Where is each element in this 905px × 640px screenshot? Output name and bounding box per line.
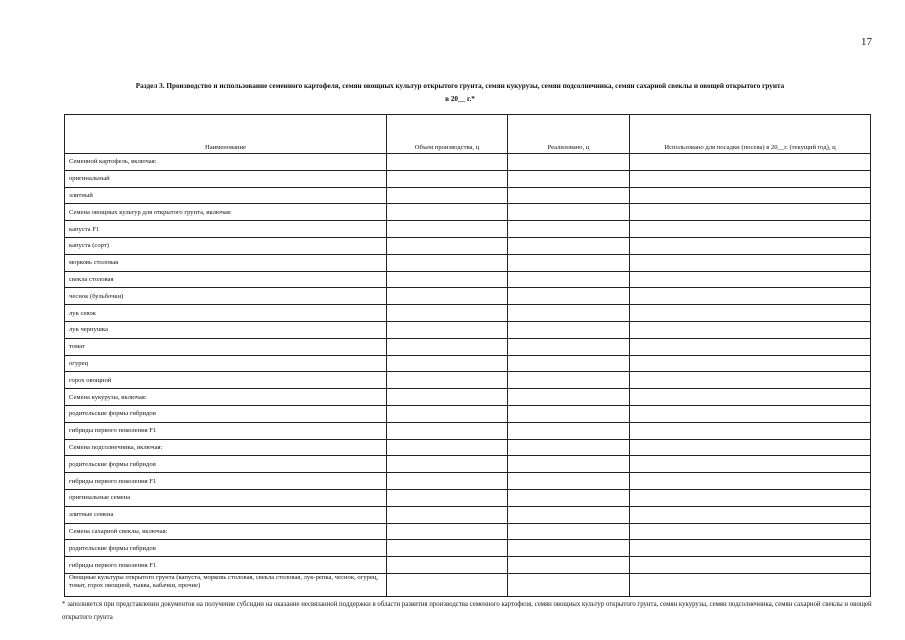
sold-cell[interactable] bbox=[508, 506, 630, 523]
table-row bbox=[65, 389, 871, 406]
table-row bbox=[65, 540, 871, 557]
table-row bbox=[65, 372, 871, 389]
production-volume-cell[interactable] bbox=[387, 389, 508, 406]
sold-cell[interactable] bbox=[508, 187, 630, 204]
table-row bbox=[65, 557, 871, 574]
production-volume-cell[interactable] bbox=[387, 254, 508, 271]
table-row bbox=[65, 523, 871, 540]
used-for-planting-cell[interactable] bbox=[630, 355, 871, 372]
sold-cell[interactable] bbox=[508, 154, 630, 171]
production-volume-cell[interactable] bbox=[387, 540, 508, 557]
production-volume-cell[interactable] bbox=[387, 405, 508, 422]
used-for-planting-cell[interactable] bbox=[630, 338, 871, 355]
row-label: Семена подсолнечника, включая: bbox=[65, 439, 387, 456]
table-header-row bbox=[65, 115, 871, 154]
sold-cell[interactable] bbox=[508, 389, 630, 406]
row-label: Семена овощных культур для открытого грунта, включая: bbox=[65, 204, 387, 221]
production-volume-cell[interactable] bbox=[387, 170, 508, 187]
production-volume-cell[interactable] bbox=[387, 573, 508, 596]
row-label: гибриды первого поколения F1 bbox=[65, 557, 387, 574]
row-label: лук чернушка bbox=[65, 321, 387, 338]
sold-cell[interactable] bbox=[508, 557, 630, 574]
production-volume-cell[interactable] bbox=[387, 288, 508, 305]
sold-cell[interactable] bbox=[508, 288, 630, 305]
used-for-planting-cell[interactable] bbox=[630, 473, 871, 490]
sold-cell[interactable] bbox=[508, 422, 630, 439]
table-row bbox=[65, 321, 871, 338]
used-for-planting-cell[interactable] bbox=[630, 422, 871, 439]
row-label: лук севок bbox=[65, 305, 387, 322]
used-for-planting-cell[interactable] bbox=[630, 573, 871, 596]
sold-cell[interactable] bbox=[508, 523, 630, 540]
row-label: свекла столовая bbox=[65, 271, 387, 288]
used-for-planting-cell[interactable] bbox=[630, 557, 871, 574]
page-number: 17 bbox=[861, 36, 872, 48]
column-header-name: Наименование bbox=[65, 115, 387, 154]
used-for-planting-cell[interactable] bbox=[630, 523, 871, 540]
column-header-production-volume: Объем производства, ц bbox=[387, 115, 508, 154]
row-label: огурец bbox=[65, 355, 387, 372]
table-row bbox=[65, 254, 871, 271]
row-label: гибриды первого поколения F1 bbox=[65, 422, 387, 439]
used-for-planting-cell[interactable] bbox=[630, 170, 871, 187]
table-row bbox=[65, 489, 871, 506]
sold-cell[interactable] bbox=[508, 372, 630, 389]
table-row bbox=[65, 288, 871, 305]
row-label: элитные семена bbox=[65, 506, 387, 523]
sold-cell[interactable] bbox=[508, 355, 630, 372]
production-table bbox=[64, 114, 871, 597]
row-label: Семена кукурузы, включая: bbox=[65, 389, 387, 406]
production-volume-cell[interactable] bbox=[387, 473, 508, 490]
used-for-planting-cell[interactable] bbox=[630, 305, 871, 322]
production-volume-cell[interactable] bbox=[387, 439, 508, 456]
sold-cell[interactable] bbox=[508, 271, 630, 288]
row-label: Семена сахарной свеклы, включая: bbox=[65, 523, 387, 540]
used-for-planting-cell[interactable] bbox=[630, 389, 871, 406]
used-for-planting-cell[interactable] bbox=[630, 237, 871, 254]
table-row bbox=[65, 221, 871, 238]
sold-cell[interactable] bbox=[508, 573, 630, 596]
table-row bbox=[65, 305, 871, 322]
sold-cell[interactable] bbox=[508, 305, 630, 322]
section-title-line2: в 20__ г.* bbox=[445, 95, 475, 103]
sold-cell[interactable] bbox=[508, 473, 630, 490]
used-for-planting-cell[interactable] bbox=[630, 321, 871, 338]
production-volume-cell[interactable] bbox=[387, 422, 508, 439]
used-for-planting-cell[interactable] bbox=[630, 187, 871, 204]
column-header-used-for-planting: Использовано для посадки (посева) в 20__г. (текущий год), ц bbox=[630, 115, 871, 154]
row-label: капуста F1 bbox=[65, 221, 387, 238]
row-label: гибриды первого поколения F1 bbox=[65, 473, 387, 490]
table-row bbox=[65, 456, 871, 473]
sold-cell[interactable] bbox=[508, 405, 630, 422]
production-volume-cell[interactable] bbox=[387, 321, 508, 338]
table-row bbox=[65, 422, 871, 439]
production-volume-cell[interactable] bbox=[387, 204, 508, 221]
section-title bbox=[40, 80, 880, 106]
production-volume-cell[interactable] bbox=[387, 456, 508, 473]
production-volume-cell[interactable] bbox=[387, 506, 508, 523]
used-for-planting-cell[interactable] bbox=[630, 506, 871, 523]
used-for-planting-cell[interactable] bbox=[630, 456, 871, 473]
row-label: родительские формы гибридов bbox=[65, 540, 387, 557]
used-for-planting-cell[interactable] bbox=[630, 271, 871, 288]
production-volume-cell[interactable] bbox=[387, 271, 508, 288]
used-for-planting-cell[interactable] bbox=[630, 439, 871, 456]
row-label: морковь столовая bbox=[65, 254, 387, 271]
row-label: элитный bbox=[65, 187, 387, 204]
used-for-planting-cell[interactable] bbox=[630, 372, 871, 389]
sold-cell[interactable] bbox=[508, 540, 630, 557]
sold-cell[interactable] bbox=[508, 489, 630, 506]
row-label: томат bbox=[65, 338, 387, 355]
table-row bbox=[65, 204, 871, 221]
row-label: Семенной картофель, включая: bbox=[65, 154, 387, 171]
production-volume-cell[interactable] bbox=[387, 221, 508, 238]
sold-cell[interactable] bbox=[508, 170, 630, 187]
section-title-line1: Раздел 3. Производство и использование семенного картофеля, семян овощных культур открытого грунта, семян кукурузы, семян подсолнечника, семян сахарной свеклы и овощей открытого грунта bbox=[135, 82, 785, 90]
sold-cell[interactable] bbox=[508, 456, 630, 473]
production-volume-cell[interactable] bbox=[387, 557, 508, 574]
production-volume-cell[interactable] bbox=[387, 305, 508, 322]
production-volume-cell[interactable] bbox=[387, 187, 508, 204]
table-row bbox=[65, 439, 871, 456]
used-for-planting-cell[interactable] bbox=[630, 489, 871, 506]
used-for-planting-cell[interactable] bbox=[630, 405, 871, 422]
used-for-planting-cell[interactable] bbox=[630, 221, 871, 238]
production-volume-cell[interactable] bbox=[387, 338, 508, 355]
column-header-sold: Реализовано, ц bbox=[508, 115, 630, 154]
sold-cell[interactable] bbox=[508, 321, 630, 338]
table-row bbox=[65, 154, 871, 171]
row-label: родительские формы гибридов bbox=[65, 456, 387, 473]
used-for-planting-cell[interactable] bbox=[630, 254, 871, 271]
footnote: * заполняется при представлении документов на получение субсидии на оказание несвязанной поддержки в области развития производства семенного картофеля, семян овощных культур открытого грунта, семян кукурузы, семян подсолнечника, семян сахарной свеклы и овощей открытого грунта bbox=[62, 601, 872, 621]
sold-cell[interactable] bbox=[508, 237, 630, 254]
used-for-planting-cell[interactable] bbox=[630, 540, 871, 557]
row-label: оригинальный bbox=[65, 170, 387, 187]
table-row bbox=[65, 506, 871, 523]
table-row bbox=[65, 573, 871, 596]
row-label: чеснок (бульбочки) bbox=[65, 288, 387, 305]
production-volume-cell[interactable] bbox=[387, 237, 508, 254]
sold-cell[interactable] bbox=[508, 221, 630, 238]
row-label: родительские формы гибридов bbox=[65, 405, 387, 422]
table-row bbox=[65, 355, 871, 372]
row-label: оригинальные семена bbox=[65, 489, 387, 506]
production-volume-cell[interactable] bbox=[387, 355, 508, 372]
table-row bbox=[65, 237, 871, 254]
sold-cell[interactable] bbox=[508, 254, 630, 271]
sold-cell[interactable] bbox=[508, 204, 630, 221]
used-for-planting-cell[interactable] bbox=[630, 204, 871, 221]
row-label: Овощные культуры открытого грунта (капуста, морковь столовая, свекла столовая, лук-репка, чеснок, огурец, томат, горох овощной, тыква, кабачки, прочие) bbox=[65, 573, 387, 596]
sold-cell[interactable] bbox=[508, 439, 630, 456]
row-label: горох овощной bbox=[65, 372, 387, 389]
table-row bbox=[65, 473, 871, 490]
used-for-planting-cell[interactable] bbox=[630, 154, 871, 171]
table-row bbox=[65, 170, 871, 187]
table-row bbox=[65, 405, 871, 422]
production-volume-cell[interactable] bbox=[387, 523, 508, 540]
production-volume-cell[interactable] bbox=[387, 489, 508, 506]
sold-cell[interactable] bbox=[508, 338, 630, 355]
table-body bbox=[65, 154, 871, 597]
used-for-planting-cell[interactable] bbox=[630, 288, 871, 305]
row-label: капуста (сорт) bbox=[65, 237, 387, 254]
table-row bbox=[65, 271, 871, 288]
production-volume-cell[interactable] bbox=[387, 372, 508, 389]
table-row bbox=[65, 338, 871, 355]
production-volume-cell[interactable] bbox=[387, 154, 508, 171]
table-row bbox=[65, 187, 871, 204]
